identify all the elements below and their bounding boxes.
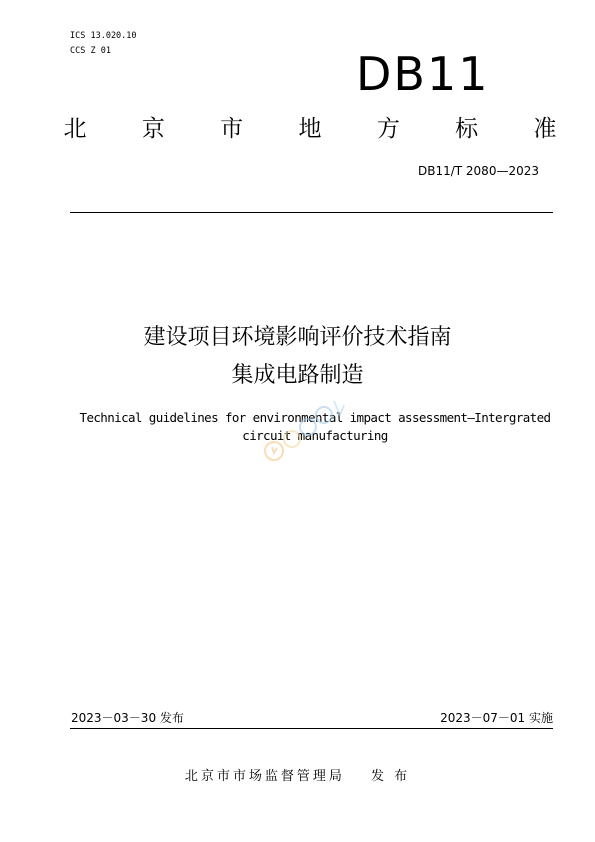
title-english-line-2: circuit manufacturing xyxy=(242,428,388,443)
standard-logo: DB11 xyxy=(356,47,490,101)
standard-type-char: 地 xyxy=(298,116,322,142)
footer-divider xyxy=(70,728,553,729)
publisher-name: 北京市市场监督管理局 xyxy=(184,769,345,784)
standard-type-char: 方 xyxy=(376,116,400,142)
title-chinese-line-1: 建设项目环境影响评价技术指南 xyxy=(143,325,452,350)
standard-number: DB11/T 2080—2023 xyxy=(417,164,539,178)
ics-code: ICS 13.020.10 xyxy=(70,31,137,41)
standard-type-char: 京 xyxy=(141,116,165,142)
title-chinese-line-2: 集成电路制造 xyxy=(231,363,364,388)
issue-date: 2023－03－30 发布 xyxy=(71,711,184,725)
standard-type-char: 准 xyxy=(533,116,557,142)
publisher xyxy=(0,768,595,786)
implementation-date: 2023－07－01 实施 xyxy=(440,711,553,725)
standard-type xyxy=(60,112,560,146)
standard-type-char: 北 xyxy=(63,116,87,142)
standard-type-char: 标 xyxy=(455,116,479,142)
ccs-code: CCS Z 01 xyxy=(70,46,111,56)
title-english-line-1: Technical guidelines for environmental impact assessment—Intergrated xyxy=(79,410,551,425)
watermark-logo-icon xyxy=(262,395,352,465)
header-divider xyxy=(70,212,553,213)
publisher-suffix: 发 布 xyxy=(370,769,411,784)
standard-type-char: 市 xyxy=(220,116,244,142)
